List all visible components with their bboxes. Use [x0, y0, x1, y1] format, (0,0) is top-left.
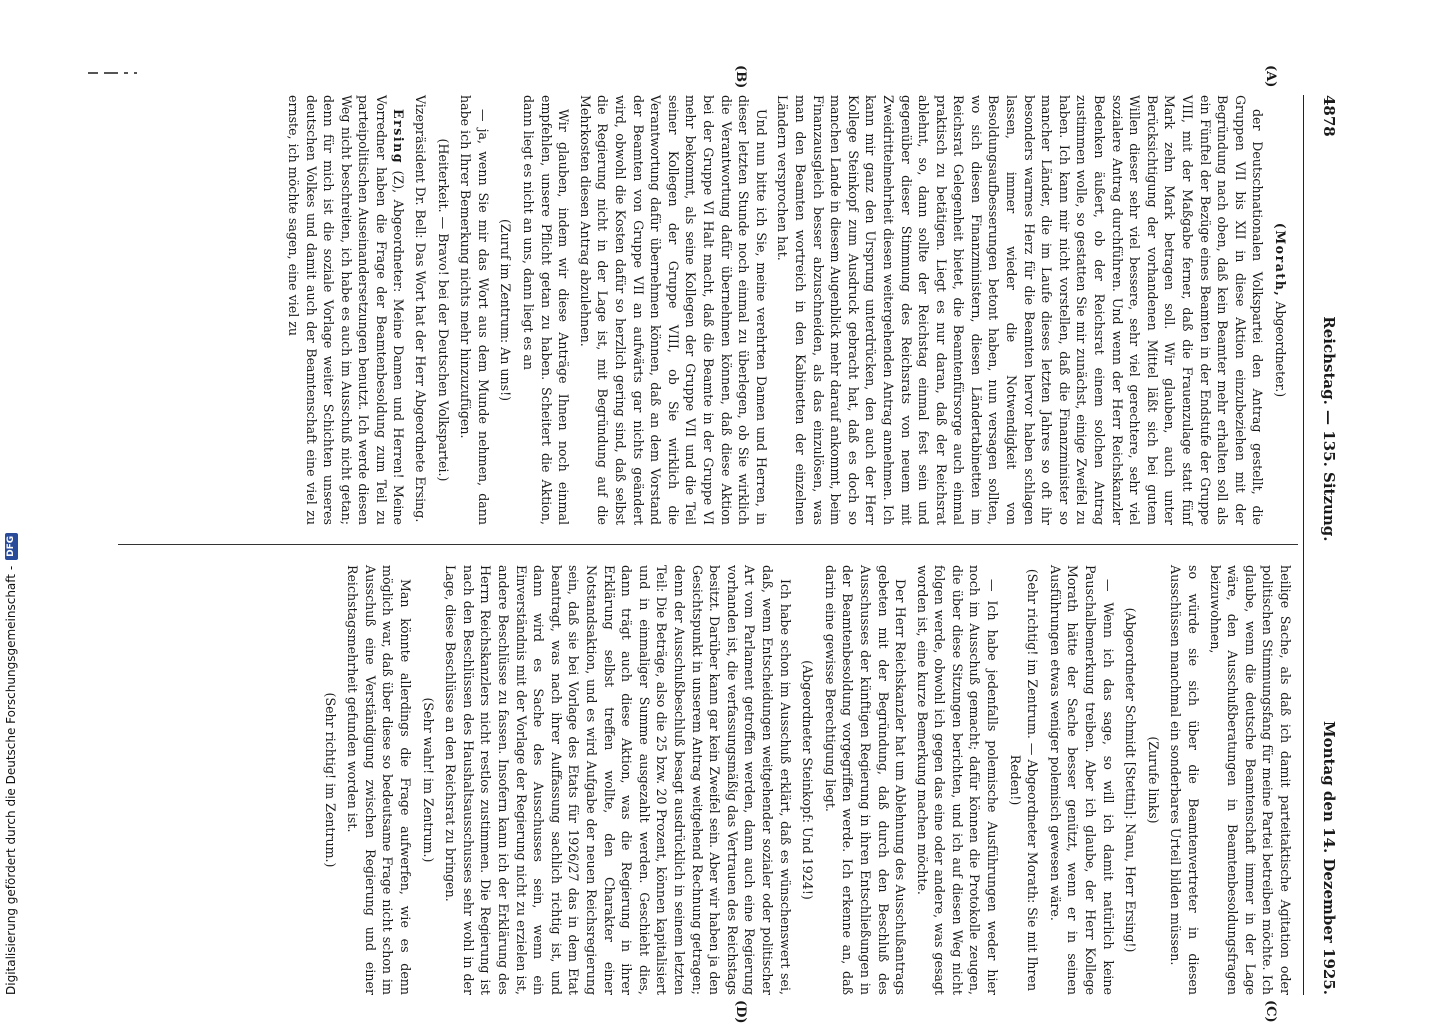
paragraph: der Deutschnationalen Volkspartei den Antrag gestellt, die Gruppen VII bis XII in diese Aktion einzubeziehen mit der Begründung nach oben, daß kein Beamter mehr erhalten soll als ein Fünftel der Bezüge eines Beamten in der Endstufe der Gruppe VIII, mit der Maßgabe ferner, daß die Frauenzulage statt fünf Mark zehn Mark betragen soll. Wir glauben, auch unter Berücksichtigung der vorhandenen Mittel läßt sich bei gutem Willen dieser sehr viel bessere, sehr viel gerechtere, sehr viel sozialere Antrag durchführen. Und wenn der Herr Reichskanzler Bedenken äußert, ob der Reichsrat einem solchen Antrag zustimmen wolle, so gestatten Sie mir zunächst, einige Zweifel zu haben. Ich kann mir nicht vorstellen, daß die Finanzminister so mancher Länder, die im Laufe dieses letzten Jahres so oft ihr besonders warmes Herz für die Beamten hervor haben schlagen lassen, immer wieder die Notwendigkeit von Besoldungsaufbesserungen betont haben, nun versagen sollten, wo sich diesen Finanzministern, diesen Ländertabinetten im Reichsrat Gelegenheit bietet, die Beamtenfürsorge auch einmal praktisch zu betätigen. Liegt es nur daran, daß der Reichsrat ablehnt, so, dann sollte der Reichstag einmal fest sein und gegenüber dieser Stimmung des Reichsrats von neuem mit Zweidrittelmehrheit diesen weitergehenden Antrag annehmen. Ich kann mir ganz den Ursprung unterdrücken, den auch der Herr Kollege Steinkopf zum Ausdruck gebracht hat, daß es doch so manchen Lande in diesem Augenblick mehr darauf ankommt, beim Finanzausgleich besser abzuschneiden, als das einzulösen, was man den Beamten wortreich in den Kabinetten der einzelnen Ländern versprochen hat. [775, 95, 1266, 525]
scan-artifact [88, 62, 148, 72]
paragraph: — ja, wenn Sie mir das Wort aus dem Munde nehmen, dann habe ich Ihrer Bemerkung nichts mehr hinzuzufügen. [458, 95, 491, 525]
paragraph: (Zurufe links) [1145, 736, 1161, 824]
funding-text: Digitalisierung gefördert durch die Deutsche Forschungsgemeinschaft - [4, 565, 18, 995]
column-left [280, 95, 1294, 525]
margin-marker-c: (C) [1263, 1000, 1278, 1023]
paragraph [1271, 95, 1289, 525]
speech-text: Abgeordneter.) [1273, 297, 1288, 398]
rotated-page [108, 65, 1338, 1024]
paragraph: (Abgeordneter Schmidt [Stettin]: Nanu, Herr Ersing!) [1123, 607, 1139, 953]
paragraph: (Sehr wahr! im Zentrum.) [420, 697, 436, 863]
paragraph: Man könnte allerdings die Frage aufwerfen, wie es denn möglich war, daß über diese so bedeutsame Frage nicht schon im Ausschuß eine Verständigung zwischen Regierung und einer Reichstagsmehrheit gefunden worden ist. [345, 565, 414, 995]
page-number: 4878 [1320, 95, 1338, 137]
column-divider [118, 544, 1298, 545]
dfg-logo-icon: DFG [5, 533, 18, 560]
paragraph: (Sehr richtig! im Zentrum.) [322, 692, 338, 868]
paragraph: Und nun bitte ich Sie, meine verehrten Damen und Herren, in dieser letzten Stunde noch einmal zu überlegen, ob Sie wirklich die Verantwortung dafür übernehmen können, daß diese Aktion bei der Gruppe VI Halt macht, daß die Beamte in der Gruppe VI mehr bekommt, als seine Kollegen der Gruppe VII und die Teil seiner Kollegen der Gruppe VIII, ob Sie wirklich die Verantwortung dafür übernehmen können, daß an dem Vorstand der Beamten von Gruppe VII an aufwärts gar nichts geändert wird, obwohl die Kosten dafür so herzlich gering sind, daß selbst die Regierung nicht in der Lage ist, mit Begründung auf die Mehrkosten diesen Antrag abzulehnen. [577, 95, 769, 525]
paragraph: (Sehr richtig! im Zentrum. — Abgeordneter Morath: Sie mit Ihren Reden!) [1007, 568, 1041, 992]
funding-note [2, 5, 20, 995]
paragraph: Vizepräsident Dr. Bell: Das Wort hat der Herr Abgeordnete Ersing. [413, 95, 429, 523]
paragraph: Der Herr Reichskanzler hat um Ablehnung des Ausschußantrags gebeten mit der Begründung, daß durch den Beschluß des Ausschusses der künftigen Regierung in ihren Entschließungen in der Beamtenbesoldung vorgegriffen werde. Ich erkenne an, daß darin eine gewisse Berechtigung liegt. [822, 565, 909, 995]
margin-marker-d: (D) [733, 1000, 748, 1024]
column-right [316, 565, 1294, 995]
paragraph: so würde sie sich über die Beamtenvertreter in diesen Ausschüssen manchmal ein sonderbares Urteil bilden müssen. [1168, 565, 1202, 995]
margin-marker-a: (A) [1263, 65, 1278, 88]
speech-text: (Z), Abgeordneter: Meine Damen und Herren! Meine Vorredner haben die Frage der Beamtenbesoldung zum Teil zu parteipolitischen Auseinandersetzungen benutzt. Ich werde diesen Weg nicht beschreiten, ich habe es auch im Ausschuß nicht getan; denn für mich ist die soziale Vorlage weiter Schichten unseres deutschen Volkes und damit auch der Beamtenschaft eine viel zu ernste, ich möchte sagen, eine viel zu [285, 95, 407, 525]
speaker-name: Ersing [391, 109, 407, 165]
paragraph: Ich habe schon im Ausschuß erklärt, daß es wünschenswert sei, daß, wenn Entscheidungen weitgehender sozialer oder politischer Art vom Parlament getroffen werden, dann auch eine Regierung vorhanden ist, die verfassungsmäßig das Vertrauen des Reichstags besitzt. Darüber kann gar kein Zweifel sein. Aber wir haben ja den Gesichtspunkt in unserem Antrag weitgehend Rechnung getragen; denn der Ausschußbeschluß besagt ausdrücklich in seinem letzten Teil: Die Beträge, also die 25 bzw. 20 Prozent, können kapitalisiert und in einmaliger Summe ausgezahlt werden. Geschieht dies, dann trägt auch diese Aktion, was die Regierung in ihrer Erklärung selbst treffen wollte, den Charakter einer Notstandsaktion, und es wird Aufgabe der neuen Reichsregierung sein, daß sie bei Vorlage des Etats für 1926/27 das in dem Etat beantragt, was nach ihrer Auffassung sachlich richtig ist, und dann wird es Sache des Ausschusses sein, wenn ein Einverständnis mit der Vorlage der Regierung nicht zu erzielen ist, andere Beschlüsse zu fassen. Insofern kann ich der Erklärung des Herrn Reichskanzlers nicht restlos zustimmen. Die Regierung ist nach den Beschlüssen des Haushaltsausschusses sehr wohl in der Lage, diese Beschlüsse an den Reichsrat zu bringen. [443, 565, 793, 995]
paragraph: (Abgeordneter Steinkopf: Und 1924!) [800, 660, 816, 900]
running-title: Reichstag. — 135. Sitzung. [1320, 316, 1338, 542]
paragraph: — Ich habe jedenfalls polemische Ausführungen weder hier noch im Ausschuß gemacht; dafür können die Protokolle zeugen, die über diese Sitzungen berichten, und ich auf diesen Weg nicht folgen werde, obwohl ich gegen das eine oder andere, was gesagt worden ist, eine kurze Bemerkung machen möchte. [914, 565, 1001, 995]
speaker-name: (Morath, [1273, 222, 1288, 298]
margin-marker-b: (B) [733, 65, 748, 89]
funding-sidebar [0, 0, 22, 1000]
session-date: Montag den 14. Dezember 1925. [1320, 721, 1338, 995]
paragraph: (Zuruf im Zentrum: An uns!) [498, 218, 514, 402]
paragraph: — Wenn ich das sage, so will ich damit natürlich keine Pauschalbemerkung treiben. Aber ich glaube, der Herr Kollege Morath hätte der Sache besser genützt, wenn er in seinen Ausführungen etwas weniger polemisch gewesen wäre. [1047, 565, 1116, 995]
page-header [1303, 95, 1338, 995]
paragraph: Wir glauben, indem wir diese Anträge Ihnen noch einmal empfehlen, unsere Pflicht getan zu haben. Scheitert die Aktion, dann liegt es nicht an uns, dann liegt es an [521, 95, 572, 525]
paragraph [284, 95, 407, 525]
paragraph: (Heiterkeit. — Bravo! bei der Deutschen Volkspartei.) [435, 138, 451, 482]
paragraph: heilige Sache, als daß ich damit parteitaktische Agitation oder politischen Stimmungsfang für meine Partei betreiben möchte. Ich glaube, wenn die deutsche Beamtenschaft immer in der Lage wäre, den Ausschußberatungen in Beamtenbesoldungsfragen beizuwohnen, [1207, 565, 1293, 995]
